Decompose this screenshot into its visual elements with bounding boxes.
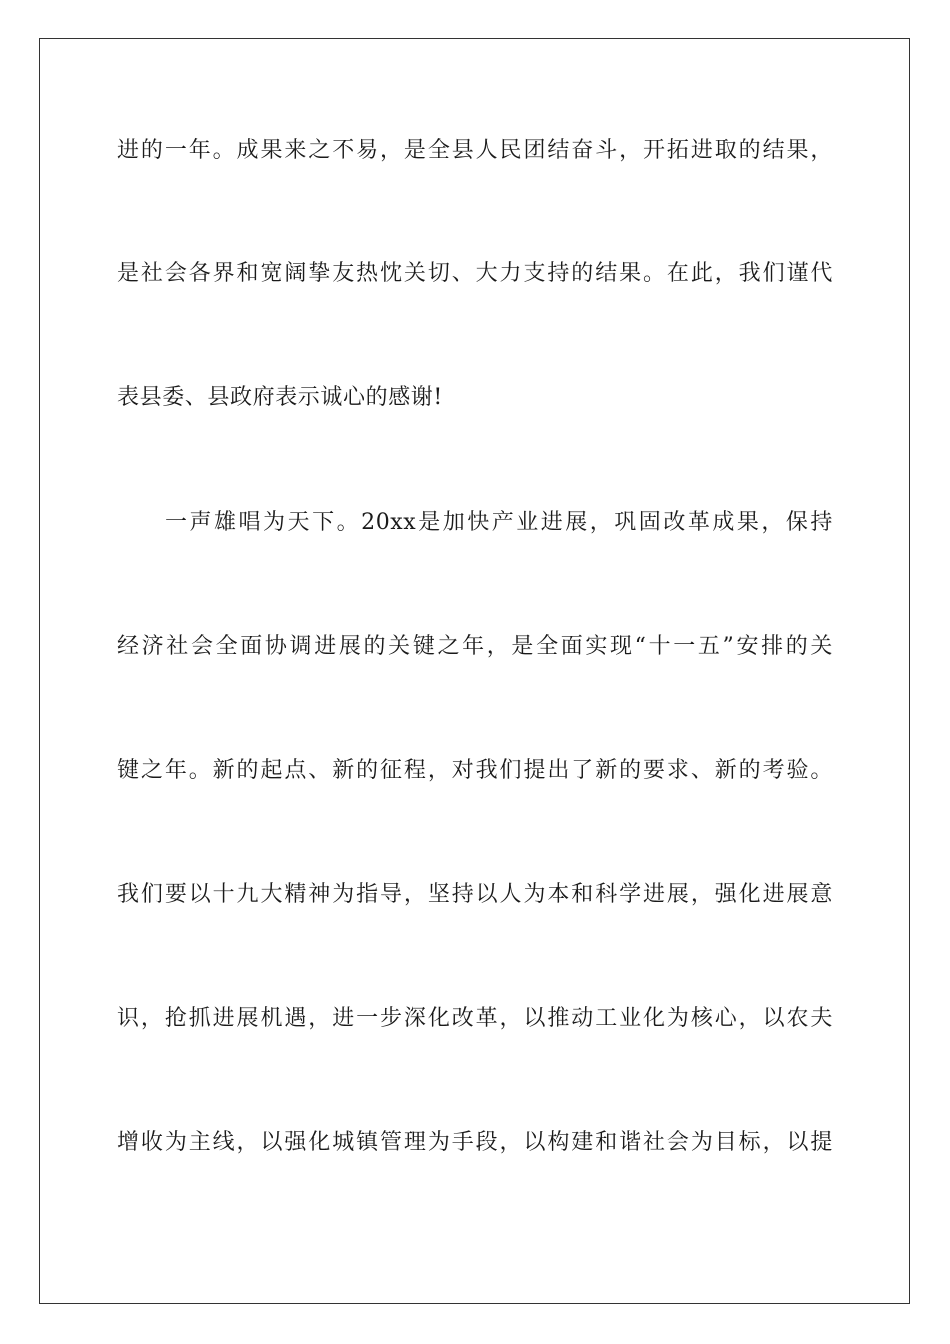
text-line: 键之年。新的起点、新的征程，对我们提出了新的要求、新的考验。 (117, 758, 833, 783)
text-line: 是社会各界和宽阔挚友热忱关切、大力支持的结果。在此，我们谨代 (117, 261, 833, 286)
page-border (39, 38, 910, 1304)
text-line: 我们要以十九大精神为指导，坚持以人为本和科学进展，强化进展意 (117, 882, 833, 907)
paragraph-first-line: 一声雄唱为天下。20xx是加快产业进展，巩固改革成果，保持 (165, 510, 833, 535)
text-line: 增收为主线，以强化城镇管理为手段，以构建和谐社会为目标，以提 (117, 1130, 833, 1155)
text-line: 识，抢抓进展机遇，进一步深化改革，以推动工业化为核心，以农夫 (117, 1006, 833, 1031)
text-line: 进的一年。成果来之不易，是全县人民团结奋斗，开拓进取的结果， (117, 138, 833, 163)
text-line: 表县委、县政府表示诚心的感谢! (117, 385, 443, 410)
text-line: 经济社会全面协调进展的关键之年，是全面实现“十一五”安排的关 (117, 634, 833, 659)
